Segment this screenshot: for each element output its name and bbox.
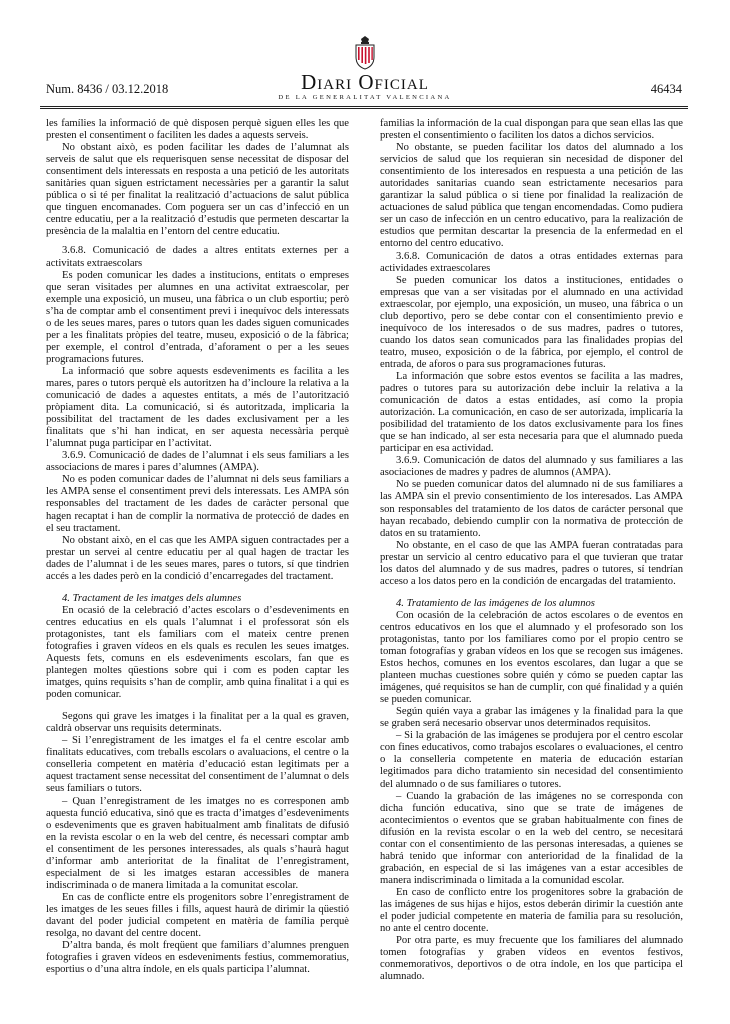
paragraph: Segons qui grave les imatges i la finalitat per a la qual es graven, caldrà observar uns requisits determinats. <box>46 711 349 735</box>
paragraph: En caso de conflicto entre los progenitores sobre la grabación de las imágenes de sus hijas e hijos, estos deberán dirimir la cuestión ante el poder judicial competente en materia de familia para su resolución, no ante el centro docente. <box>380 886 683 935</box>
gazette-subtitle: DE LA GENERALITAT VALENCIANA <box>278 94 452 101</box>
list-item: – Si l’enregistrament de les imatges el fa el centre escolar amb finalitats educatives, com treballs escolars o avaluacions, el centre o la conselleria competent en matèria d’educació estan legitimats per a aquest tractament sense necessitat del consentiment de l’alumnat o dels seus familiars o tutors. <box>46 735 349 795</box>
header-rule <box>40 106 688 107</box>
issue-number: Num. 8436 / 03.12.2018 <box>46 82 169 96</box>
section-title: 4. Tratamiento de las imágenes de los alumnos <box>396 597 595 609</box>
paragraph: La informació que sobre aquests esdeveniments es facilita a les mares, pares o tutors perquè els autoritzen ha d’incloure la relativa a la comunicació de dades a aquestes entitats, a més de l’autorització pròpiament dita. La comunicació, si és autoritzada, implicaria la possibilitat del tractament de les dades exclusivament per a les finalitats que s’hi han indicat, en ser aquesta necessària perquè l’alumnat puga participar en l’activitat. <box>46 365 349 450</box>
catalan-text-column <box>46 118 349 998</box>
paragraph: les famílies la informació de què disposen perquè siguen elles les que presten el consentiment o faciliten les dades a aquests serveis. <box>46 118 349 142</box>
paragraph: No obstant això, en el cas que les AMPA siguen contractades per a prestar un servei al centre educatiu per al qual hagen de tractar les dades de l’alumnat i de les seues mares, pares o tutors, sí que tindrien accés a les dades però en la condició d’encarregades del tractament. <box>46 534 349 582</box>
generalitat-emblem-icon <box>352 36 378 70</box>
paragraph: En cas de conflicte entre els progenitors sobre l’enregistrament de les imatges de les seues filles i fills, aquest haurà de dirimir la qüestió davant del poder judicial competent en matèria de família perquè resolga, no davant del centre docent. <box>46 891 349 940</box>
section-title: 4. Tractament de les imatges dels alumnes <box>62 592 242 604</box>
paragraph: No obstant això, es poden facilitar les dades de l’alumnat als serveis de salut que els requerisquen sense necessitat de disposar del consentiment dels interessats en resposta a una petició de les autoritats sanitàries quan siguen estrictament necessàries per a garantir la salut pública o si té per finalitat la realització d’actuacions de salut pública que tinguen encomanades. Com poguera ser un cas d’infecció en un centre educatiu, per a la realització d’estudis que permeten descartar la presència de la malaltia en l’entorn del centre educatiu. <box>46 142 349 238</box>
section-heading: 3.6.8. Comunicació de dades a altres entitats externes per a activitats extraescolars <box>46 245 349 269</box>
header-rule-thin <box>40 108 688 109</box>
paragraph: Con ocasión de la celebración de actos escolares o de eventos en centros educativos en los que el alumnado y el profesorado son los protagonistas, tanto por los familiares como por el propio centro se toman fotografías y graban vídeos en los que se recogen sus imágenes. Estos hechos, comunes en los eventos escolares, dan lugar a que se planteen muchas cuestiones sobre quién y cómo se pueden captar las imágenes, qué requisitos se han de cumplir, con qué finalidad y a quién se pueden comunicar. <box>380 609 683 706</box>
paragraph: Es poden comunicar les dades a institucions, entitats o empreses que seran visitades per alumnes en una activitat extraescolar, per exemple una exposició, un museu, una fàbrica o un club esportiu; però s’ha de comptar amb el consentiment previ i inequívoc dels interessats o de les seues mares, pares o tutors quan les dades siguen comunicades per a les finalitats pròpies del teatre, museu, exposició o de la fàbrica; per exemple, el control d’entrada, d’aforament o per a les seues programacions futures. <box>46 269 349 365</box>
paragraph: Según quién vaya a grabar las imágenes y la finalidad para la que se graben será necesario observar unos determinados requisitos. <box>380 706 683 730</box>
paragraph: No obstante, se pueden facilitar los datos del alumnado a los servicios de salud que los requieran sin necesidad de disponer del consentimiento de los interesados en respuesta a una petición de las autoridades sanitarias cuando sean estrictamente necesarios para garantizar la salud pública o si tiene por finalidad la realización de actuaciones de salud pública que tengan encomendadas. Como pudiera ser un caso de infección en un centro educativo, para la realización de estudios que permitan descartar la presencia de la enfermedad en el entorno del centro educativo. <box>380 142 683 250</box>
paragraph: D’altra banda, és molt freqüent que familiars d’alumnes prenguen fotografies i graven vídeos en esdeveniments festius, commemoratius, esportius o d’una altra índole, en els quals participa l’alumnat. <box>46 940 349 976</box>
section-heading: 3.6.9. Comunicació de dades de l’alumnat i els seus familiars a les associacions de mares i pares d’alumnes (AMPA). <box>46 450 349 474</box>
page-number: 46434 <box>650 82 682 96</box>
paragraph: La información que sobre estos eventos se facilita a las madres, padres o tutores para su autorización debe incluir la relativa a la comunicación de datos a estas entidades, así como la propia autorización. La comunicación, en caso de ser autorizada, implicaría la posibilidad del tratamiento de los datos exclusivamente para los fines que se han indicado, al ser esta necesaria para que el alumnado pueda participar en esa actividad. <box>380 370 683 455</box>
paragraph: En ocasió de la celebració d’actes escolars o d’esdeveniments en centres educatius en els quals l’alumnat i el professorat són els protagonistes, tant els familiars com el mateix centre prenen fotografies i graven vídeos en els quals es reculen les seues imatges. Aquests fets, comuns en els esdeveniments escolars, fan que es plantegen moltes qüestions sobre qui i com es poden captar les imatges, quins requisits s’han de complir, amb quina finalitat i a qui es poden comunicar. <box>46 604 349 701</box>
section-heading: 3.6.8. Comunicación de datos a otras entidades externas para actividades extraescolares <box>380 250 683 274</box>
list-item: – Cuando la grabación de las imágenes no se corresponda con dicha función educativa, sino que se trate de imágenes de acontecimientos o eventos que se graban habitualmente con fines de difusión en la revista escolar o en la web del centro, se necesitará contar con el consentimiento de las personas interesadas, a quienes se habrá tenido que informar con anterioridad de la finalidad de la grabación, en especial de si las imágenes van a estar accesibles de manera indiscriminada o limitada a la comunidad escolar. <box>380 790 683 886</box>
list-item: – Si la grabación de las imágenes se produjera por el centro escolar con fines educativos, como trabajos escolares o evaluaciones, el centro o la conselleria competente en materia de educación estarían legitimados para dicho tratamiento sin necesidad del consentimiento del alumnado o de sus familiares o tutores. <box>380 730 683 790</box>
section-heading: 3.6.9. Comunicación de datos del alumnado y sus familiares a las asociaciones de madres y padres de alumnos (AMPA). <box>380 455 683 479</box>
paragraph: No obstante, en el caso de que las AMPA fueran contratadas para prestar un servicio al centro educativo para el que tuvieran que tratar los datos del alumnado y de sus madres, padres o tutores, sí tendrían acceso a los datos pero en la condición de encargadas del tratamiento. <box>380 539 683 587</box>
paragraph: Por otra parte, es muy frecuente que los familiares del alumnado tomen fotografías y graben vídeos en eventos festivos, conmemorativos, deportivos o de otra índole, en los que participa el alumnado. <box>380 935 683 983</box>
spanish-text-column <box>380 118 683 998</box>
paragraph: No es poden comunicar dades de l’alumnat ni dels seus familiars a les AMPA sense el consentiment previ dels interessats. Les AMPA són responsables del tractament de les dades de caràcter personal que hagen recaptat i han de complir la normativa de protecció de dades en el seu tractament. <box>46 474 349 534</box>
page-header <box>0 0 730 112</box>
list-item: – Quan l’enregistrament de les imatges no es corresponen amb aquesta funció educativa, sinó que es tracta d’imatges d’esdeveniments o esdeveniments que es graven habitualment amb finalitats de difusió en la revista escolar o en la web del centre, és necessari comptar amb el consentiment de les persones interessades, als quals s’haurà hagut d’informar amb anterioritat de la finalitat de l’enregistrament, especialment de si les imatges estaran accessibles de manera indiscriminada o de manera limitada a la comunitat escolar. <box>46 795 349 891</box>
gazette-title: Diari Oficial <box>301 70 429 94</box>
paragraph: Se pueden comunicar los datos a instituciones, entidades o empresas que van a ser visitadas por el alumnado en una actividad extraescolar, por ejemplo, una exposición, un museo, una fábrica o un club deportivo, pero se debe contar con el consentimiento previo e inequívoco de los interesados o de sus madres, padres o tutores, cuando los datos sean comunicados para las finalidades propias del teatro, museo, exposición o de la fábrica, por ejemplo, el control de entrada, de aforos o para sus programaciones futuras. <box>380 274 683 370</box>
paragraph: No se pueden comunicar datos del alumnado ni de sus familiares a las AMPA sin el previo consentimiento de los interesados. Las AMPA son responsables del tratamiento de los datos de carácter personal que hayan recabado, debiendo cumplir con la normativa de protección de datos en su tratamiento. <box>380 479 683 539</box>
paragraph: familias la información de la cual dispongan para que sean ellas las que presten el consentimiento o faciliten los datos a dichos servicios. <box>380 118 683 142</box>
